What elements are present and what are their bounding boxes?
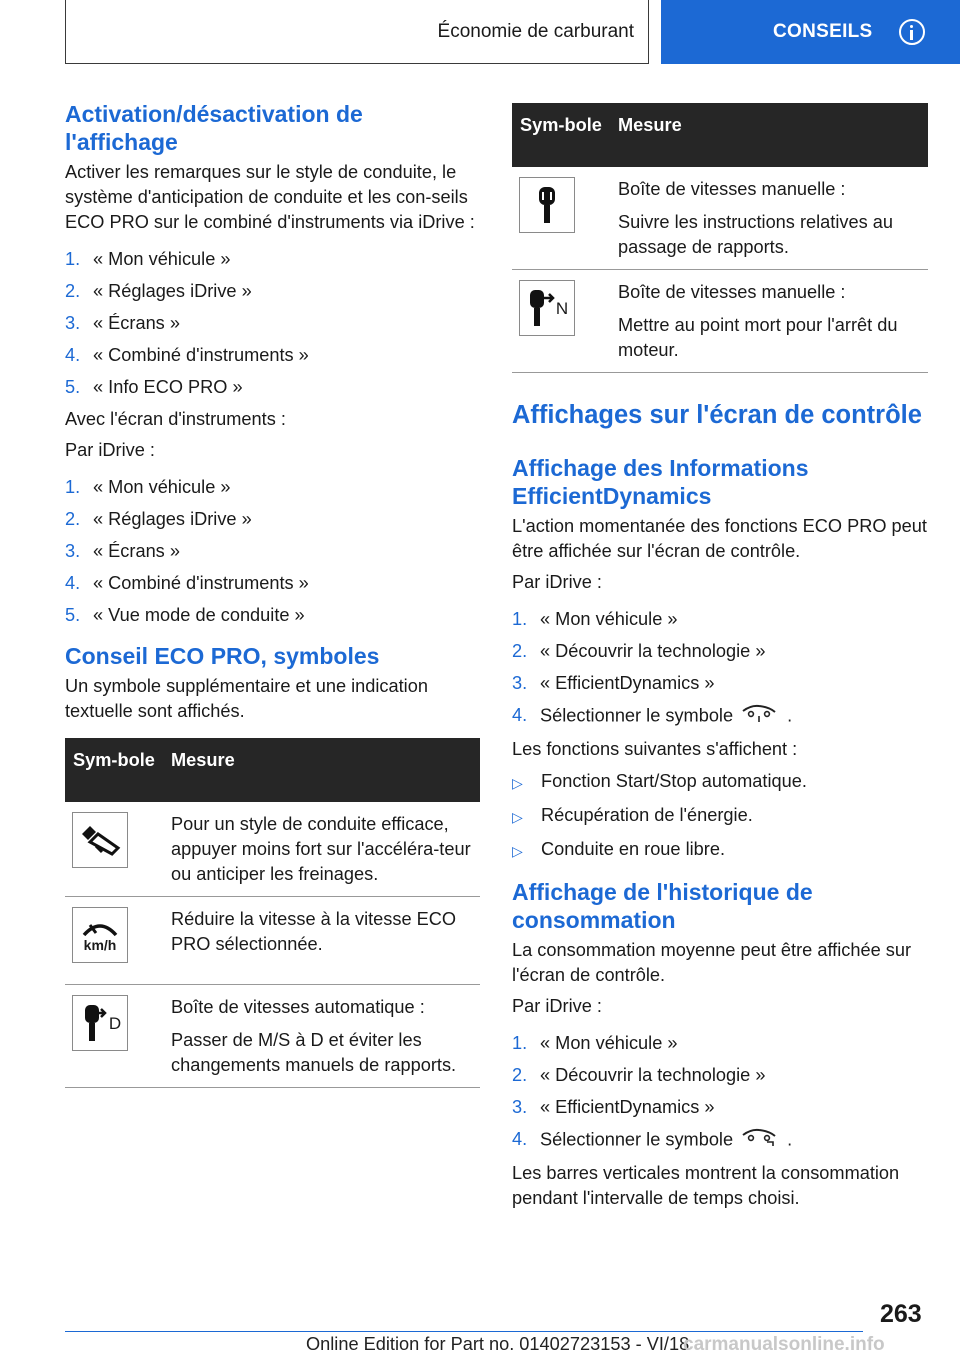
car-consumption-history-icon [741, 1127, 777, 1154]
list-item: 4. « Combiné d'instruments » [65, 345, 309, 365]
table-row: D Boîte de vitesses automatique : Passer de M/S à D et éviter les changements manuels de rapports. [65, 985, 480, 1088]
paragraph-par-idrive-2: Par iDrive : [512, 996, 602, 1016]
list-item: 3. « Écrans » [65, 541, 180, 561]
list-item: ▷ Conduite en roue libre. [512, 837, 928, 864]
list-item: 1. « Mon véhicule » [65, 477, 231, 497]
list-item: 2. « Réglages iDrive » [65, 509, 252, 529]
speedometer-kmh-icon: km/h [72, 907, 128, 963]
steps-list-right-1 [512, 607, 928, 730]
list-item: ▷ Récupération de l'énergie. [512, 803, 928, 830]
symbols-table-right [512, 103, 928, 373]
accelerator-pedal-icon [72, 812, 128, 868]
heading-efficient: Affichage des Informations EfficientDynamics [512, 455, 809, 509]
paragraph-conseil: Un symbole supplémentaire et une indication textuelle sont affichés. [65, 676, 428, 721]
tab-label: CONSEILS [773, 21, 873, 42]
triangle-bullet-icon: ▷ [512, 809, 523, 825]
list-item: 5. « Info ECO PRO » [65, 377, 243, 397]
table-row: Boîte de vitesses manuelle : Suivre les instructions relatives au passage de rapports. [512, 167, 928, 270]
col-symbol-header: Sym‐bole [65, 738, 163, 802]
heading-affichages: Affichages sur l'écran de contrôle [512, 401, 922, 429]
col-symbol-header: Sym‐bole [512, 103, 610, 167]
paragraph-barres: Les barres verticales montrent la consommation pendant l'intervalle de temps choisi. [512, 1163, 900, 1208]
list-item: 1. « Mon véhicule » [65, 249, 231, 269]
left-column [65, 100, 480, 1088]
steps-list-right-2 [512, 1031, 928, 1154]
paragraph-fonctions: Les fonctions suivantes s'affichent : [512, 739, 798, 759]
heading-conseil: Conseil ECO PRO, symboles [65, 643, 380, 669]
table-row: N Boîte de vitesses manuelle : Mettre au point mort pour l'arrêt du moteur. [512, 270, 928, 373]
table-header-row [65, 738, 480, 802]
paragraph-par-idrive: Par iDrive : [65, 440, 155, 460]
list-item: 4. Sélectionner le symbole . [512, 1127, 928, 1154]
list-item: 4. Sélectionner le symbole . [512, 703, 928, 730]
list-item: 3. « EfficientDynamics » [512, 1097, 715, 1117]
steps-list-1 [65, 247, 480, 400]
list-item: 2. « Découvrir la technologie » [512, 641, 766, 661]
paragraph-par-idrive-1: Par iDrive : [512, 572, 602, 592]
header-tab-conseils[interactable] [661, 0, 960, 64]
paragraph-efficient: L'action momentanée des fonctions ECO PRO peut être affichée sur l'écran de contrôle. [512, 516, 927, 561]
car-energy-flow-icon [741, 703, 777, 730]
heading-historique: Affichage de l'historique de consommation [512, 879, 813, 933]
watermark: carmanualsonline.info [683, 1334, 885, 1355]
bullet-list [512, 769, 928, 864]
header-section-title [65, 0, 649, 64]
symbols-table-left [65, 738, 480, 1088]
paragraph-historique: La consommation moyenne peut être affichée sur l'écran de contrôle. [512, 940, 912, 985]
paragraph-activation: Activer les remarques sur le style de conduite, le système d'anticipation de conduite et les con‐seils ECO PRO sur le combiné d'instruments via iDrive : [65, 162, 475, 232]
footer-divider [65, 1331, 863, 1332]
col-measure-header: Mesure [163, 738, 480, 802]
list-item: 4. « Combiné d'instruments » [65, 573, 309, 593]
list-item: 1. « Mon véhicule » [512, 1033, 678, 1053]
list-item: 3. « EfficientDynamics » [512, 673, 715, 693]
right-column [512, 103, 928, 1211]
table-row: km/h Réduire la vitesse à la vitesse ECO PRO sélectionnée. [65, 897, 480, 985]
list-item: 2. « Réglages iDrive » [65, 281, 252, 301]
col-measure-header: Mesure [610, 103, 928, 167]
triangle-bullet-icon: ▷ [512, 775, 523, 791]
list-item: ▷ Fonction Start/Stop automatique. [512, 769, 928, 796]
list-item: 5. « Vue mode de conduite » [65, 605, 305, 625]
info-icon[interactable] [899, 19, 925, 45]
page-number: 263 [880, 1300, 922, 1328]
triangle-bullet-icon: ▷ [512, 843, 523, 859]
steps-list-2 [65, 475, 480, 628]
heading-activation: Activation/désactivation de l'affichage [65, 101, 363, 155]
list-item: 2. « Découvrir la technologie » [512, 1065, 766, 1085]
footer-edition: Online Edition for Part no. 01402723153 - VI/18 [306, 1334, 690, 1354]
table-row: Pour un style de conduite efficace, appuyer moins fort sur l'accéléra‐teur ou anticiper les freinages. [65, 802, 480, 897]
table-header-row [512, 103, 928, 167]
section-title: Économie de carburant [437, 20, 634, 42]
paragraph-avec: Avec l'écran d'instruments : [65, 409, 286, 429]
list-item: 1. « Mon véhicule » [512, 609, 678, 629]
list-item: 3. « Écrans » [65, 313, 180, 333]
gear-shift-to-d-icon: D [72, 995, 128, 1051]
manual-gear-shift-icon [519, 177, 575, 233]
gear-shift-to-neutral-icon: N [519, 280, 575, 336]
